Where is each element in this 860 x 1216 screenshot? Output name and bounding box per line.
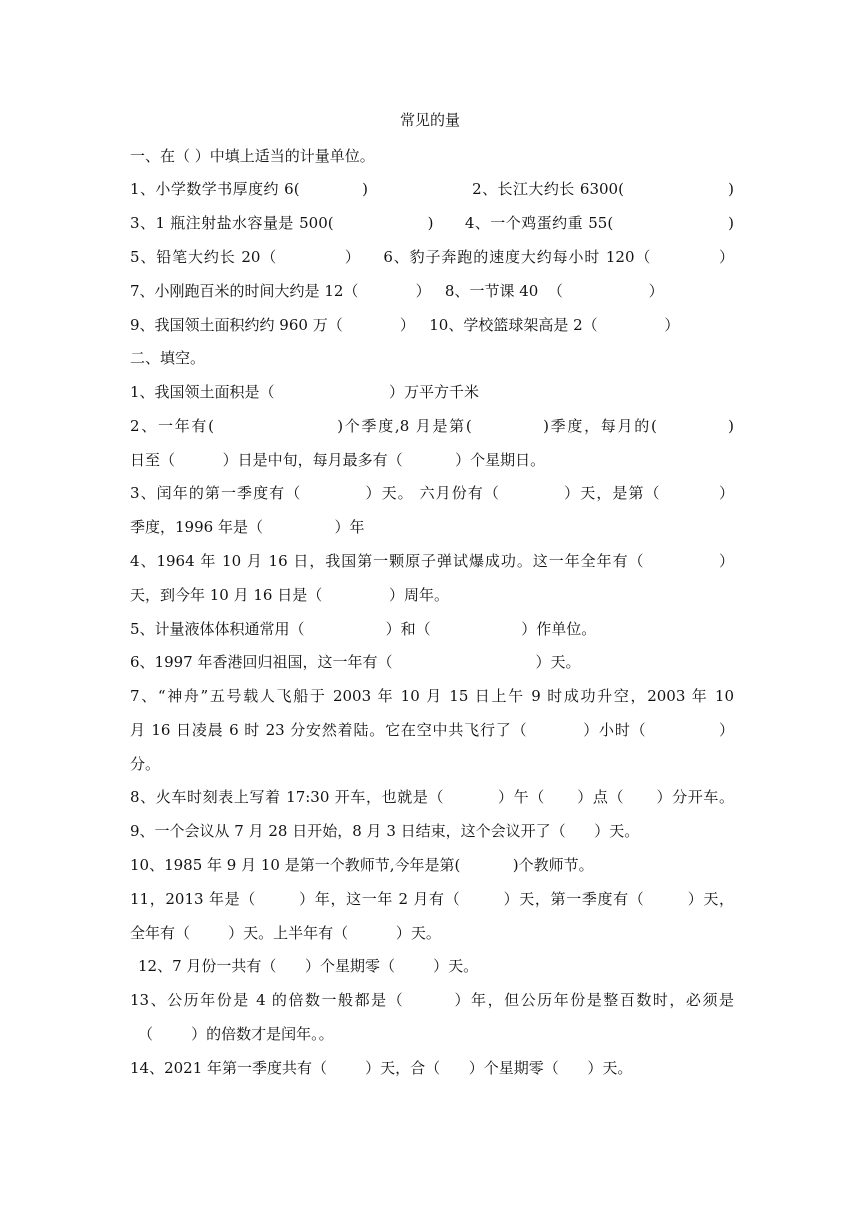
question-line: 14、2021 年第一季度共有（ ）天，合（ ）个星期零（ ）天。: [130, 1059, 633, 1077]
question-line: 全年有（ ）天。上半年有（ ）天。: [130, 924, 441, 942]
question-line: 8、火车时刻表上写着 17:30 开车，也就是（ ）午（ ）点（ ）分开车。: [130, 788, 734, 806]
page-title: 常见的量: [399, 111, 460, 129]
question-line: 2、一年有( )个季度,8 月是第( )季度，每月的( ): [130, 417, 734, 435]
question-line: 1、小学数学书厚度约 6( ) 2、长江大约长 6300( ): [130, 180, 734, 198]
question-line: 1、我国领土面积是（ ）万平方千米: [130, 383, 479, 401]
question-line: 分。: [130, 755, 161, 773]
question-line: 9、一个会议从 7 月 28 日开始，8 月 3 日结束，这个会议开了（ ）天。: [130, 822, 640, 840]
question-line: 3、闰年的第一季度有（ ）天。 六月份有（ ）天，是第（ ）: [130, 484, 734, 502]
question-line: 6、1997 年香港回归祖国，这一年有（ ）天。: [130, 653, 581, 671]
question-line: 3、1 瓶注射盐水容量是 500( ) 4、一个鸡蛋约重 55( ): [130, 214, 734, 232]
question-line: 13、公历年份是 4 的倍数一般都是（ ）年，但公历年份是整百数时，必须是: [130, 991, 734, 1009]
question-line: 9、我国领土面积约约 960 万（ ） 10、学校篮球架高是 2（ ）: [130, 316, 680, 334]
question-line: （ ）的倍数才是闰年。。: [138, 1025, 334, 1043]
question-line: 11，2013 年是（ ）年，这一年 2 月有（ ）天，第一季度有（ ）天，: [130, 890, 734, 908]
question-line: 4、1964 年 10 月 16 日，我国第一颗原子弹试爆成功。这一年全年有（ ）: [130, 552, 734, 570]
question-line: 季度，1996 年是（ ）年: [130, 518, 365, 536]
question-line: 12、7 月份一共有（ ）个星期零（ ）天。: [138, 957, 479, 975]
section1-heading: 一、在（ ）中填上适当的计量单位。: [130, 147, 375, 165]
question-line: 月 16 日凌晨 6 时 23 分安然着陆。它在空中共飞行了（ ）小时（ ）: [130, 721, 734, 739]
question-line: 5、计量液体体积通常用（ ）和（ ）作单位。: [130, 620, 597, 638]
question-line: 7、小刚跑百米的时间大约是 12（ ） 8、一节课 40 （ ）: [130, 282, 664, 300]
question-line: 7、“神舟”五号载人飞船于 2003 年 10 月 15 日上午 9 时成功升空，2003 年 10: [130, 687, 734, 705]
question-line: 10、1985 年 9 月 10 是第一个教师节,今年是第( )个教师节。: [130, 856, 594, 874]
question-line: 天，到今年 10 月 16 日是（ ）周年。: [130, 586, 450, 604]
section2-heading: 二、填空。: [130, 349, 206, 367]
question-line: 日至（ ）日是中旬，每月最多有（ ）个星期日。: [130, 451, 546, 469]
question-line: 5、铅笔大约长 20（ ） 6、豹子奔跑的速度大约每小时 120（ ）: [130, 248, 734, 266]
